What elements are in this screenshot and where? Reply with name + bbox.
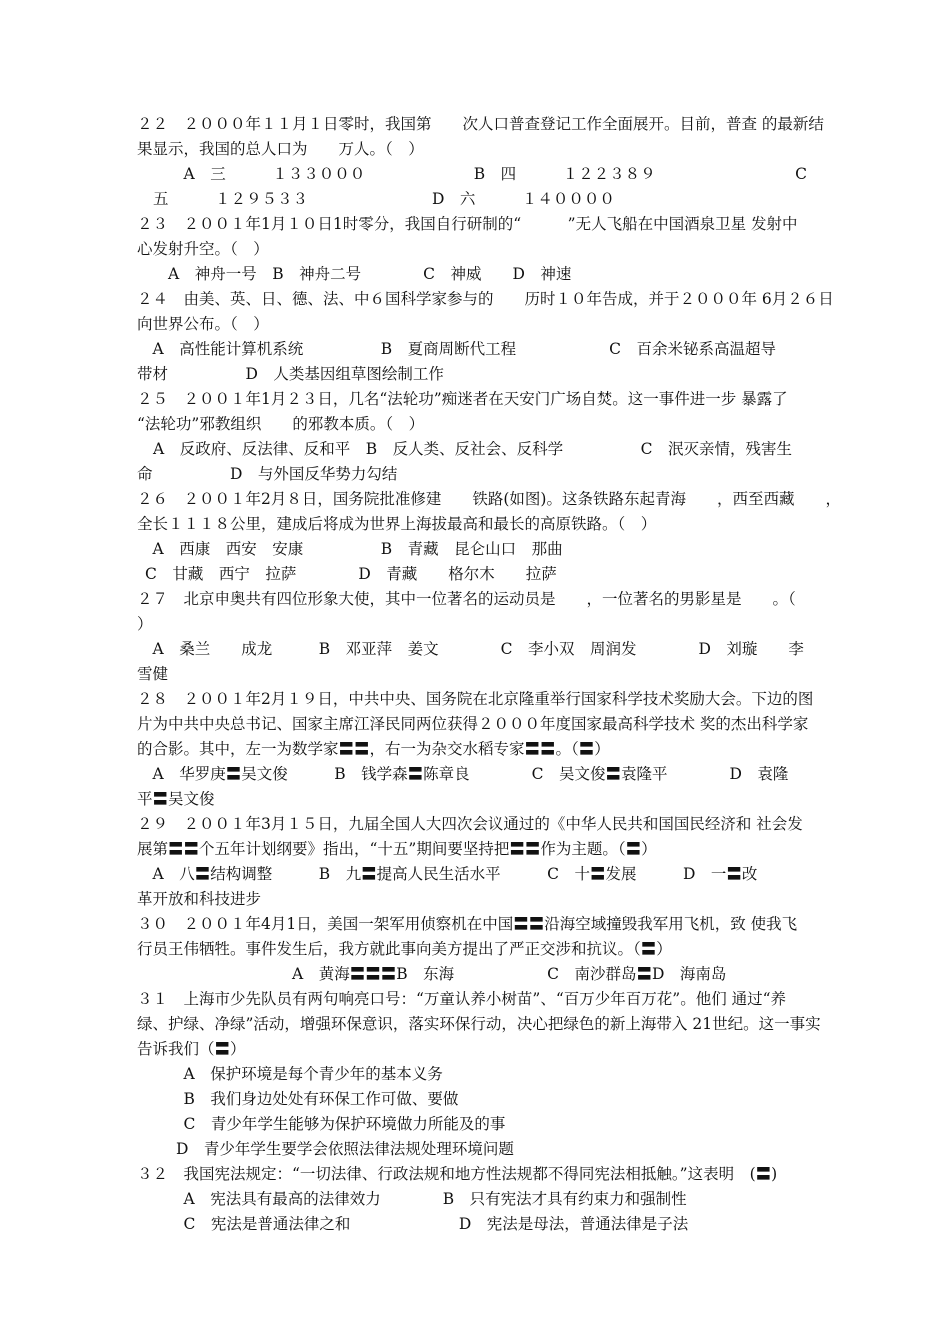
text-line: A 西康 西安 安康 B 青藏 昆仑山口 那曲: [137, 540, 563, 558]
text-line: ２４ 由美、英、日、德、法、中６国科学家参与的 历时１０年告成，并于２０００年 6月２６日: [137, 290, 834, 308]
text-line: B 我们身边处处有环保工作可做、要做: [137, 1090, 459, 1108]
text-line: 带材 D 人类基因组草图绘制工作: [137, 365, 444, 383]
text-line: ２５ ２００１年1月２３日，几名“法轮功”痴迷者在天安门广场自焚。这一事件进一步 暴露了: [137, 390, 788, 408]
text-line: A 反政府、反法律、反和平 B 反人类、反社会、反科学 C 泯灭亲情，残害生: [153, 440, 792, 458]
text-line: C 青少年学生能够为保护环境做力所能及的事: [137, 1115, 506, 1133]
text-line: A 神舟一号 B 神舟二号 C 神威 D 神速: [137, 265, 572, 283]
text-line: ）: [137, 615, 153, 633]
text-line: ２９ ２００１年3月１５日，九届全国人大四次会议通过的《中华人民共和国国民经济和 社会发: [137, 815, 803, 833]
text-line: 五 １２９５３３ D 六 １４００００: [153, 190, 615, 208]
text-line: A 桑兰 成龙 B 邓亚萍 姜文 C 李小双 周润发 D 刘璇 李: [137, 640, 804, 658]
text-line: ２７ 北京申奥共有四位形象大使，其中一位著名的运动员是 ，一位著名的男影星是 。（: [137, 590, 796, 608]
text-line: 全长１１１８公里，建成后将成为世界上海拔最高和最长的高原铁路。（ ）: [137, 515, 657, 533]
text-line: ３０ ２００１年4月1日，美国一架军用侦察机在中国〓〓沿海空域撞毁我军用飞机，致 使我飞: [137, 915, 798, 933]
text-line: 告诉我们（〓）: [137, 1040, 246, 1058]
text-line: 平〓吴文俊: [137, 790, 215, 808]
text-line: ２３ ２００１年1月１０日1时零分，我国自行研制的“ ”无人飞船在中国酒泉卫星 发射中: [137, 215, 798, 233]
text-line: A 高性能计算机系统 B 夏商周断代工程 C 百余米铋系高温超导: [137, 340, 776, 358]
text-line: C 宪法是普通法律之和 D 宪法是母法，普通法律是子法: [137, 1215, 689, 1233]
text-line: 绿、护绿、净绿”活动，增强环保意识，落实环保行动，决心把绿色的新上海带入 21世纪。这一事实: [137, 1015, 821, 1033]
text-line: “法轮功”邪教组织 的邪教本质。（ ）: [137, 415, 425, 433]
text-line: 展第〓〓个五年计划纲要》指出，“十五”期间要坚持把〓〓作为主题。（〓）: [137, 840, 657, 858]
text-line: 的合影。其中，左一为数学家〓〓，右一为杂交水稻专家〓〓。（〓）: [137, 740, 610, 758]
text-line: A 八〓结构调整 B 九〓提高人民生活水平 C 十〓发展 D 一〓改: [137, 865, 758, 883]
text-line: 命 D 与外国反华势力勾结: [137, 465, 398, 483]
text-line: A 华罗庚〓吴文俊 B 钱学森〓陈章良 C 吴文俊〓袁隆平 D 袁隆: [137, 765, 789, 783]
text-line: ２８ ２００１年2月１９日，中共中央、国务院在北京隆重举行国家科学技术奖励大会。下边的图: [137, 690, 814, 708]
text-line: A 保护环境是每个青少年的基本义务: [137, 1065, 443, 1083]
text-line: 雪健: [137, 665, 169, 683]
text-line: 行员王伟牺牲。事件发生后，我方就此事向美方提出了严正交涉和抗议。（〓）: [137, 940, 672, 958]
text-line: A 宪法具有最高的法律效力 B 只有宪法才具有约束力和强制性: [137, 1190, 687, 1208]
text-line: ３２ 我国宪法规定：“一切法律、行政法规和地方性法规都不得同宪法相抵触。”这表明 (〓): [137, 1165, 778, 1183]
text-line: 向世界公布。（ ）: [137, 315, 269, 333]
text-line: ３１ 上海市少先队员有两句响亮口号：“万童认养小树苗”、“百万少年百万花”。他们 通过“养: [137, 990, 787, 1008]
text-line: A 三 １３３０００ B 四 １２２３８９ C: [137, 165, 807, 183]
text-line: C 甘藏 西宁 拉萨 D 青藏 格尔木 拉萨: [145, 565, 557, 583]
text-line: ２６ ２００１年2月８日，国务院批准修建 铁路(如图)。这条铁路东起青海 ，西至西藏 ，: [137, 490, 841, 508]
text-line: A 黄海〓〓〓B 东海 C 南沙群岛〓D 海南岛: [137, 965, 727, 983]
text-line: 片为中共中央总书记、国家主席江泽民同两位获得２０００年度国家最高科学技术 奖的杰出科学家: [137, 715, 809, 733]
text-line: D 青少年学生要学会依照法律法规处理环境问题: [145, 1140, 514, 1158]
text-line: ２２ ２０００年１１月１日零时，我国第 次人口普查登记工作全面展开。目前，普查 的最新结: [137, 115, 824, 133]
text-line: 革开放和科技进步: [137, 890, 262, 908]
text-line: 心发射升空。（ ）: [137, 240, 269, 258]
text-line: 果显示，我国的总人口为 万人。（ ）: [137, 140, 424, 158]
